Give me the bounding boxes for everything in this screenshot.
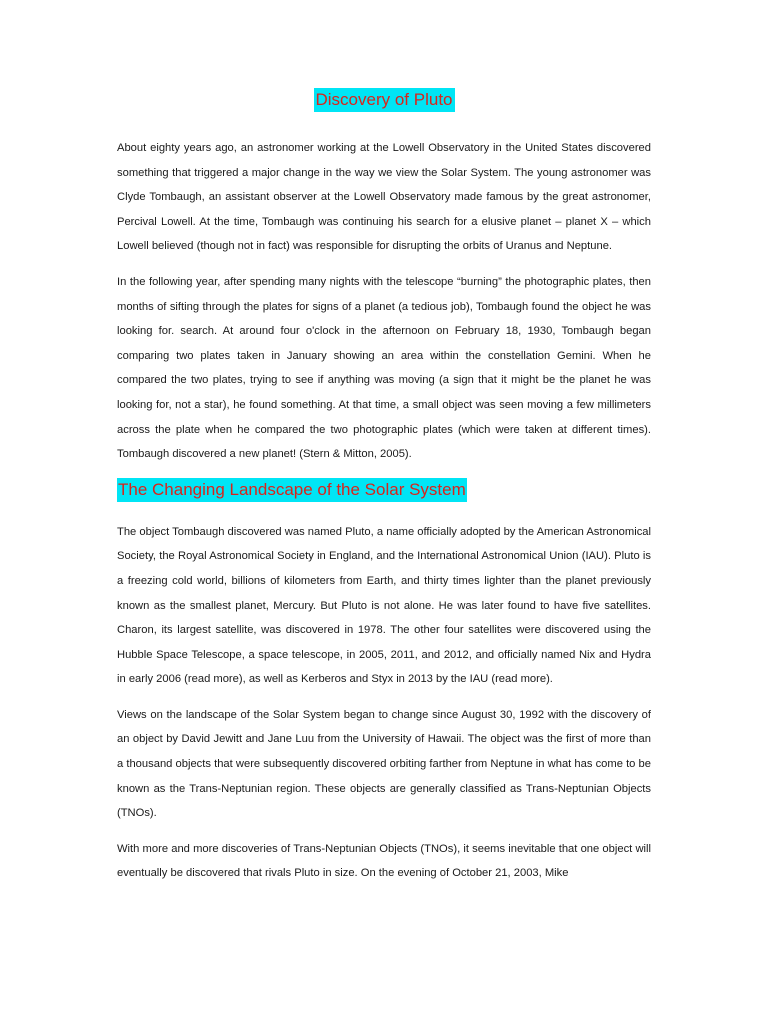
document-body	[117, 88, 651, 897]
document-title: Discovery of Pluto	[314, 88, 455, 112]
paragraph-tno-discoveries: With more and more discoveries of Trans-Neptunian Objects (TNOs), it seems inevitable that one object will eventually be discovered that rivals Pluto in size. On the evening of October 21, 2003, Mike	[117, 842, 651, 880]
paragraph-pluto-naming: The object Tombaugh discovered was named Pluto, a name officially adopted by the American Astronomical Society, the Royal Astronomical Society in England, and the International Astronomical Union (IAU). Pluto is a freezing cold world, billions of kilometers from Earth, and thirty times lighter than the planet previously known as the smallest planet, Mercury. But Pluto is not alone. He was later found to have five satellites. Charon, its largest satellite, was discovered in 1978. The other four satellites were discovered using the Hubble Space Telescope, a space telescope, in 2005, 2011, and 2012, and officially named Nix and Hydra in early 2006 (read more), as well as Kerberos and Styx in 2013 by the IAU (read more).	[117, 525, 651, 686]
paragraph-landscape-change: Views on the landscape of the Solar System began to change since August 30, 1992 with the discovery of an object by David Jewitt and Jane Luu from the University of Hawaii. The object was the first of more than a thousand objects that were subsequently discovered orbiting farther from Neptune in what has come to be known as the Trans-Neptunian region. These objects are generally classified as Trans-Neptunian Objects (TNOs).	[117, 708, 651, 820]
title-row	[117, 88, 651, 116]
paragraph-intro: About eighty years ago, an astronomer working at the Lowell Observatory in the United States discovered something that triggered a major change in the way we view the Solar System. The young astronomer was Clyde Tombaugh, an assistant observer at the Lowell Observatory made famous by the great astronomer, Percival Lowell. At the time, Tombaugh was continuing his search for a elusive planet – planet X – which Lowell believed (though not in fact) was responsible for disrupting the orbits of Uranus and Neptune.	[117, 142, 651, 253]
section-heading: The Changing Landscape of the Solar System	[117, 478, 467, 502]
paragraph-discovery: In the following year, after spending many nights with the telescope “burning” the photographic plates, then months of sifting through the plates for signs of a planet (a tedious job), Tombaugh found the object he was looking for. search. At around four o'clock in the afternoon on February 18, 1930, Tombaugh began comparing two plates taken in January showing an area within the constellation Gemini. When he compared the two plates, trying to see if anything was moving (a sign that it might be the planet he was looking for, not a star), he found something. At that time, a small object was seen moving a few millimeters across the plate when he compared the two photographic plates (which were taken at different times). Tombaugh discovered a new planet! (Stern & Mitton, 2005).	[117, 275, 651, 461]
section-heading-row	[117, 478, 651, 506]
